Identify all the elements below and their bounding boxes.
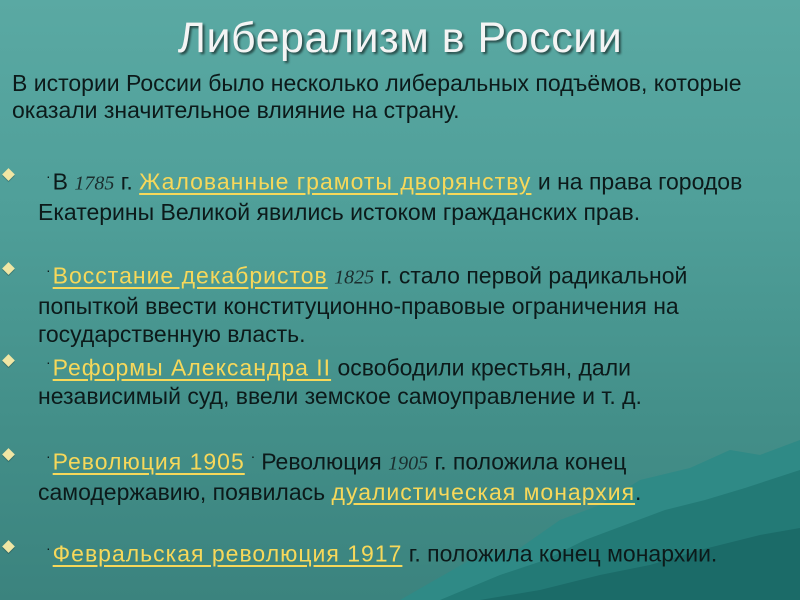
bullet-item-2	[38, 256, 773, 348]
intro-text: В истории России было несколько либеральных подъёмов, которые оказали значительное влияние на страну.	[12, 70, 742, 123]
bullet-item-1	[38, 162, 773, 226]
link-revolution-1905[interactable]: Революция 1905	[52, 448, 245, 475]
year: 1825	[334, 266, 375, 289]
item-text: г. стало первой радикальной попыткой ввести конституционно-правовые ограничения на государственную власть.	[38, 262, 688, 347]
year: 1905	[388, 452, 429, 475]
link-dualistic-monarchy[interactable]: дуалистическая монархия	[331, 478, 636, 505]
link-decembrists[interactable]: Восстание декабристов	[52, 262, 328, 289]
bullet-item-3	[38, 348, 773, 410]
year: 1785	[74, 172, 115, 195]
item-text: В	[52, 168, 75, 195]
item-text: .	[635, 478, 642, 505]
item-text: г. положила конец монархии.	[402, 540, 718, 567]
item-text: Революция	[261, 448, 389, 475]
dot-mark: ·	[46, 168, 51, 184]
dot-mark: ·	[46, 448, 51, 464]
item-text: г. положила конец самодержавию, появилась	[38, 448, 627, 505]
bullet-item-4	[38, 442, 773, 506]
bullet-item-5	[38, 534, 773, 568]
dot-mark: ·	[246, 448, 260, 464]
dot-mark: ·	[46, 354, 51, 370]
link-charters[interactable]: Жалованные грамоты дворянству	[139, 168, 532, 195]
link-alexander-reforms[interactable]: Реформы Александра II	[52, 354, 332, 381]
item-text: и на права городов Екатерины Великой явились истоком гражданских прав.	[38, 168, 743, 225]
link-february-revolution[interactable]: Февральская революция 1917	[52, 540, 403, 567]
item-text: г.	[114, 168, 140, 195]
slide-title: Либерализм в России	[177, 14, 623, 62]
dot-mark: ·	[46, 262, 51, 278]
item-text: освободили крестьян, дали независимый суд, ввели земское самоуправление и т. д.	[38, 354, 642, 409]
dot-mark: ·	[46, 540, 51, 556]
